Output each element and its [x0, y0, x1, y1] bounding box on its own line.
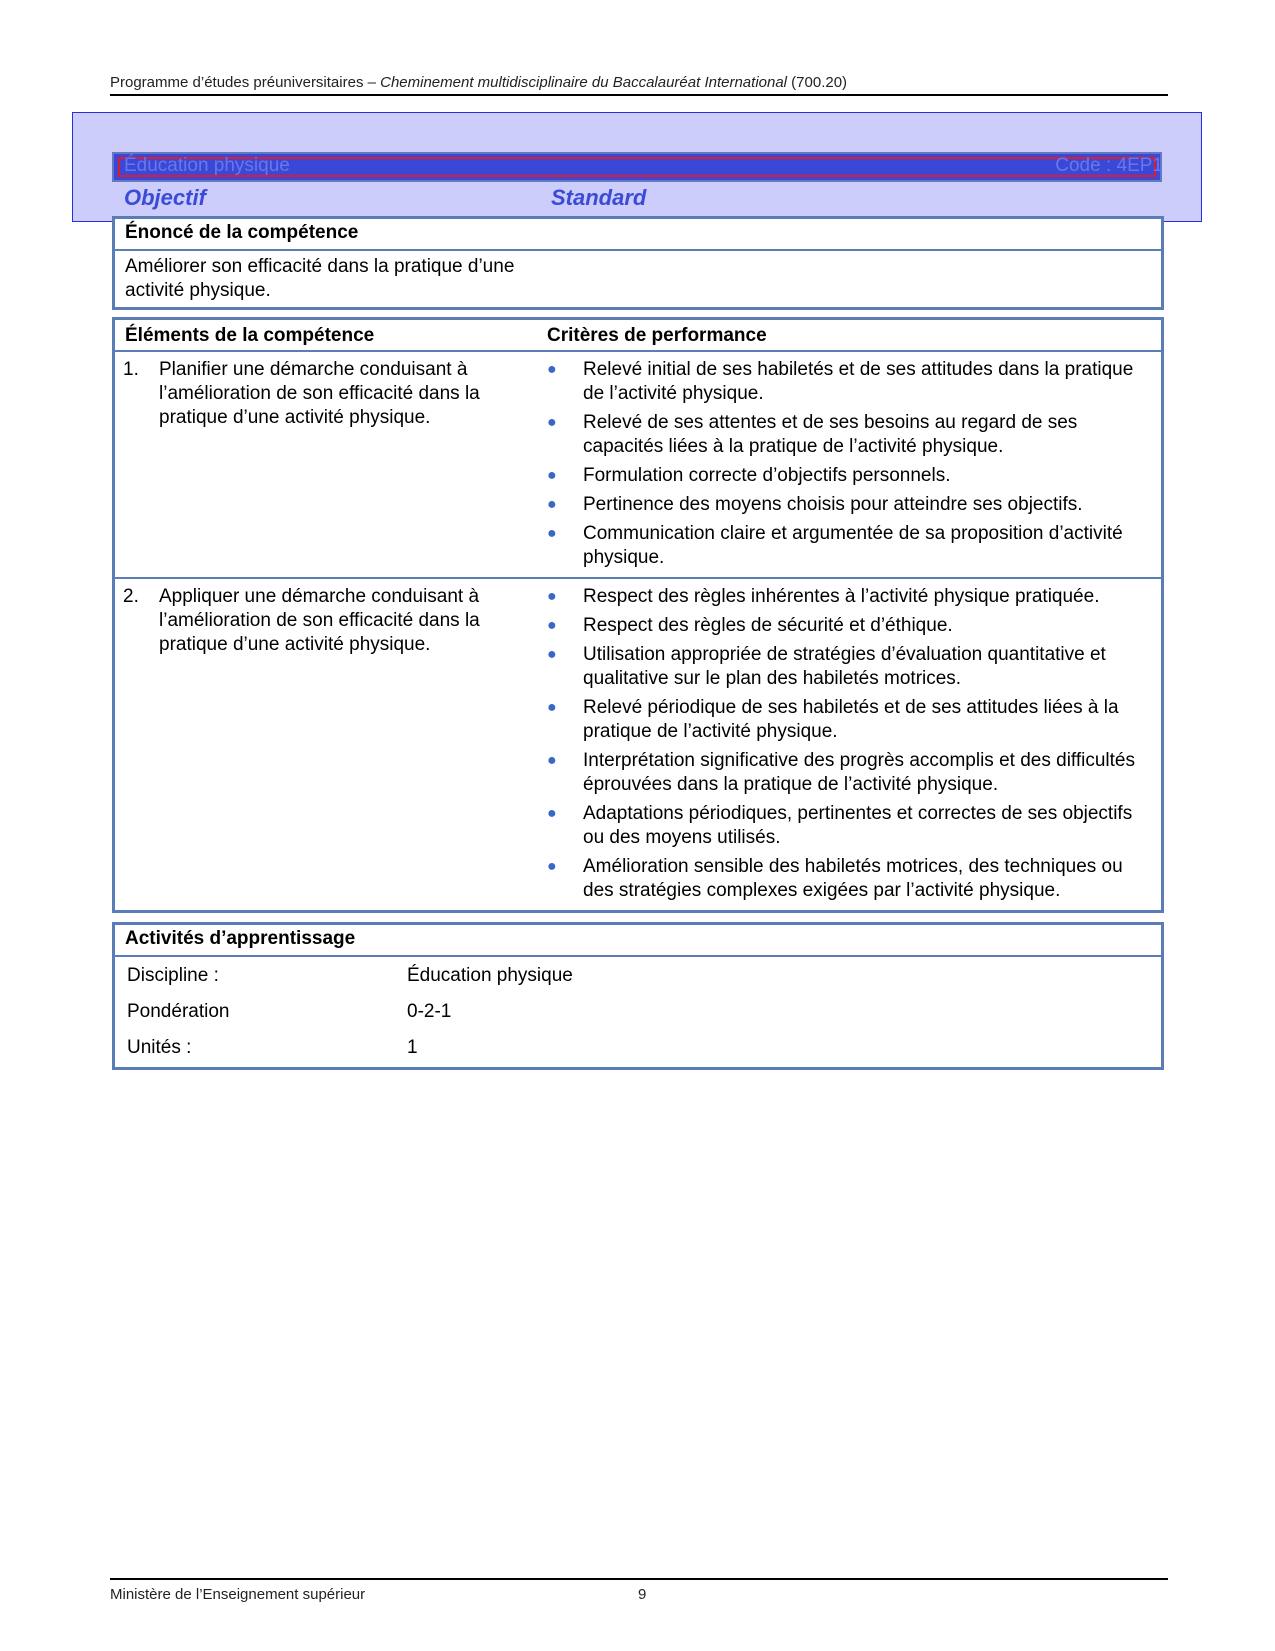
page-header: [110, 74, 1168, 96]
activites-box: [112, 922, 1164, 1070]
course-name: Éducation physique: [124, 155, 290, 176]
criteria-item: ● Relevé initial de ses habiletés et de ses attitudes dans la pratique de l’activité physique.: [547, 359, 1134, 404]
element-row: [115, 352, 1161, 577]
ministry-name: Ministère de l’Enseignement supérieur: [110, 1586, 366, 1603]
discipline-label: Discipline :: [127, 965, 219, 986]
ponderation-row: [115, 993, 1161, 1029]
enonce-text: Améliorer son efficacité dans la pratique d’une activité physique.: [125, 256, 515, 301]
bullet-icon: ●: [547, 496, 557, 513]
criteria-item: ● Amélioration sensible des habiletés motrices, des techniques ou des stratégies complexes exigées par l’activité physique.: [547, 856, 1123, 901]
course-code-label: Code :: [1055, 155, 1112, 176]
criteria-item: ● Formulation correcte d’objectifs personnels.: [547, 465, 951, 486]
unites-row: [115, 1029, 1161, 1065]
bullet-icon: ●: [547, 414, 557, 431]
elements-box: [112, 317, 1164, 913]
element-number: 1.: [123, 359, 139, 380]
course-code: [1055, 155, 1163, 177]
objectif-heading: Objectif: [124, 185, 206, 210]
element-text-block: [123, 585, 523, 657]
bullet-icon: ●: [547, 617, 557, 634]
criteria-col-heading: Critères de performance: [547, 325, 767, 346]
element-text: Appliquer une démarche conduisant à l’amélioration de son efficacité dans la pratique d’une activité physique.: [159, 586, 480, 655]
standard-heading: Standard: [551, 185, 647, 210]
criteria-list: [545, 358, 1155, 575]
elements-col-heading: Éléments de la compétence: [125, 325, 375, 346]
discipline-value: Éducation physique: [407, 965, 573, 986]
bullet-icon: ●: [547, 588, 557, 605]
enonce-title: Énoncé de la compétence: [115, 219, 1161, 251]
criteria-list: [545, 585, 1155, 908]
unites-label: Unités :: [127, 1037, 192, 1058]
element-number: 2.: [123, 586, 139, 607]
criteria-item: ● Pertinence des moyens choisis pour atteindre ses objectifs.: [547, 494, 1083, 515]
elements-header: [115, 320, 1161, 352]
criteria-item: ● Communication claire et argumentée de sa proposition d’activité physique.: [547, 523, 1123, 568]
discipline-row: [115, 957, 1161, 993]
bullet-icon: ●: [547, 467, 557, 484]
enonce-box: [112, 216, 1164, 310]
criteria-item: ● Respect des règles de sécurité et d’éthique.: [547, 615, 953, 636]
criteria-item: ● Relevé périodique de ses habiletés et de ses attitudes liées à la pratique de l’activité physique.: [547, 697, 1119, 742]
bullet-icon: ●: [547, 361, 557, 378]
bullet-icon: ●: [547, 805, 557, 822]
bullet-icon: ●: [547, 699, 557, 716]
bullet-icon: ●: [547, 752, 557, 769]
criteria-item: ● Adaptations périodiques, pertinentes et correctes de ses objectifs ou des moyens utilisés.: [547, 803, 1133, 848]
unites-value: 1: [407, 1037, 418, 1058]
ponderation-value: 0-2-1: [407, 1001, 452, 1022]
criteria-item: ● Relevé de ses attentes et de ses besoins au regard de ses capacités liées à la pratique de l’activité physique.: [547, 412, 1078, 457]
activites-title: Activités d’apprentissage: [115, 925, 1161, 957]
bullet-icon: ●: [547, 525, 557, 542]
criteria-item: ● Utilisation appropriée de stratégies d’évaluation quantitative et qualitative sur le plan des habiletés motrices.: [547, 644, 1106, 689]
element-text-block: [123, 358, 523, 430]
program-code: (700.20): [787, 74, 848, 91]
element-text: Planifier une démarche conduisant à l’amélioration de son efficacité dans la pratique d’une activité physique.: [159, 359, 480, 428]
program-name: Programme d’études préuniversitaires –: [110, 74, 381, 91]
program-track: Cheminement multidisciplinaire du Baccalauréat International: [380, 74, 788, 91]
page-number: 9: [638, 1586, 647, 1603]
page-footer: [110, 1578, 1168, 1603]
criteria-item: ● Interprétation significative des progrès accomplis et des difficultés éprouvées dans la pratique de l’activité physique.: [547, 750, 1135, 795]
course-code-value: 4EP1: [1116, 155, 1163, 176]
element-row: [115, 577, 1161, 905]
ponderation-label: Pondération: [127, 1001, 230, 1022]
bullet-icon: ●: [547, 858, 557, 875]
criteria-item: ● Respect des règles inhérentes à l’activité physique pratiquée.: [547, 586, 1100, 607]
bullet-icon: ●: [547, 646, 557, 663]
